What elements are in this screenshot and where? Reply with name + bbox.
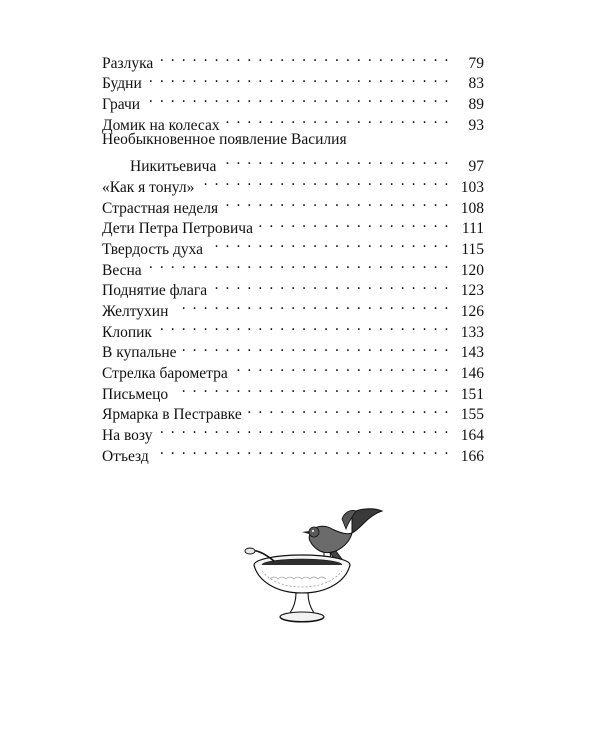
- toc-entry-page: 108: [460, 199, 484, 217]
- toc-leader-dots: [146, 88, 450, 109]
- toc-entry-page: 93: [468, 116, 484, 134]
- toc-entry-page: 123: [460, 282, 484, 300]
- toc-entry-page: 120: [460, 261, 484, 279]
- toc-entry-page: 79: [468, 54, 484, 72]
- toc-leader-dots: [224, 192, 450, 213]
- toc-entry: [102, 254, 484, 279]
- toc-entry-page: 89: [468, 96, 484, 114]
- toc-entry-title: В купальне: [102, 344, 177, 362]
- toc-entry-title: Поднятие флага: [102, 282, 208, 300]
- toc-entry-title: Ярмарка в Пестравке: [102, 406, 242, 424]
- toc-leader-dots: [259, 213, 450, 234]
- toc-entry-page: 126: [460, 302, 484, 320]
- toc-entry-title: Будни: [102, 75, 142, 93]
- toc-entry: [102, 275, 484, 300]
- toc-entry-page: 155: [460, 406, 484, 424]
- toc-entry-title: На возу: [102, 427, 153, 445]
- toc-leader-dots: [248, 399, 450, 420]
- toc-leader-dots: [158, 419, 450, 440]
- toc-entry-title: Твердость духа: [102, 240, 204, 258]
- toc-entry: [102, 88, 484, 114]
- toc-leader-dots: [148, 68, 450, 89]
- toc-entry-title: Желтухин: [102, 302, 169, 320]
- toc-entry: [102, 150, 484, 176]
- toc-leader-dots: [159, 47, 450, 68]
- toc-entry: [102, 337, 484, 362]
- toc-leader-dots: [226, 109, 450, 130]
- toc-entry-page: 143: [460, 344, 484, 362]
- toc-entry-page: 103: [460, 178, 484, 196]
- toc-entry: [102, 316, 484, 341]
- toc-leader-dots: [200, 171, 450, 192]
- toc-entry-page: 133: [460, 323, 484, 341]
- toc-leader-dots: [148, 254, 450, 275]
- toc-entry-title: Грачи: [102, 96, 141, 114]
- toc-entry: [102, 47, 484, 72]
- toc-entry-title: Страстная неделя: [102, 199, 219, 217]
- toc-leader-dots: [155, 440, 450, 461]
- toc-entry-page: 166: [460, 447, 484, 465]
- toc-leader-dots: [174, 378, 450, 399]
- toc-leader-dots: [183, 337, 450, 358]
- toc-entry-title: Клопик: [102, 323, 152, 341]
- toc-entry-title: Домик на колесах: [102, 116, 220, 134]
- toc-entry-title: Необыкновенное появление Василия: [102, 130, 347, 148]
- toc-entry-title: Никитьевича: [130, 158, 217, 176]
- toc-entry-title: Разлука: [102, 54, 154, 72]
- toc-entry-page: 151: [460, 385, 484, 403]
- toc-entry: [102, 109, 484, 134]
- toc-leader-dots: [222, 150, 450, 171]
- toc-entry-title: «Как я тонул»: [102, 178, 195, 196]
- toc-entry-title: Стрелка барометра: [102, 365, 228, 382]
- bird-on-vase-icon: [240, 505, 390, 635]
- table-of-contents: [102, 47, 484, 465]
- toc-entry-page: 146: [460, 365, 484, 382]
- toc-leader-dots: [234, 357, 450, 378]
- toc-entry: [102, 419, 484, 445]
- toc-leader-dots: [158, 316, 450, 337]
- toc-entry-page: 111: [461, 220, 484, 238]
- toc-entry-page: 83: [468, 75, 484, 93]
- toc-entry: [102, 440, 484, 465]
- toc-entry-page: 97: [468, 158, 484, 176]
- toc-leader-dots: [174, 295, 450, 316]
- toc-entry: [102, 68, 484, 93]
- toc-entry-page: 115: [461, 240, 484, 258]
- toc-entry-heading: [102, 130, 484, 151]
- toc-entry-title: Письмецо: [102, 385, 169, 403]
- toc-leader-dots: [209, 233, 450, 254]
- toc-entry-title: Дети Петра Петровича: [102, 220, 253, 238]
- toc-leader-dots: [213, 275, 450, 296]
- toc-entry-title: Весна: [102, 261, 142, 279]
- toc-entry-title: Отъезд: [102, 447, 149, 465]
- toc-entry-page: 164: [460, 427, 484, 445]
